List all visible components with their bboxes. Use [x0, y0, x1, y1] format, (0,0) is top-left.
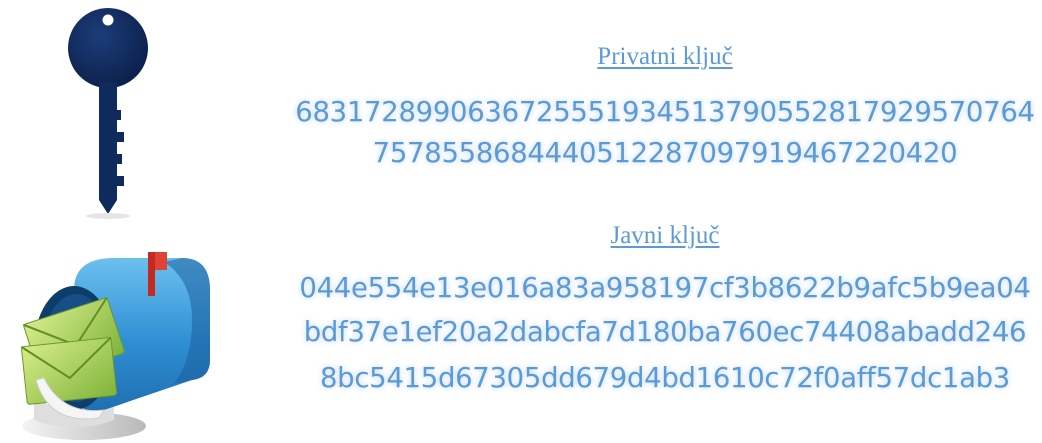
public-key-line: 044e554e13e016a83a958197cf3b8622b9afc5b9ea04	[299, 272, 1031, 304]
public-key-line: bdf37e1ef20a2dabcfa7d180ba760ec74408abadd246	[303, 316, 1027, 348]
private-key-line: 7578558684440512287097919467220420	[372, 137, 958, 169]
public-key-line: 8bc5415d67305dd679d4bd1610c72f0aff57dc1ab3	[319, 362, 1011, 394]
private-key-title: Privatni ključ	[597, 43, 733, 70]
public-key-title: Javni ključ	[610, 222, 720, 249]
mailbox-icon	[14, 250, 214, 443]
private-key-line: 683172899063672555193451379055281792957076​4	[295, 96, 1035, 128]
key-icon	[58, 4, 158, 220]
